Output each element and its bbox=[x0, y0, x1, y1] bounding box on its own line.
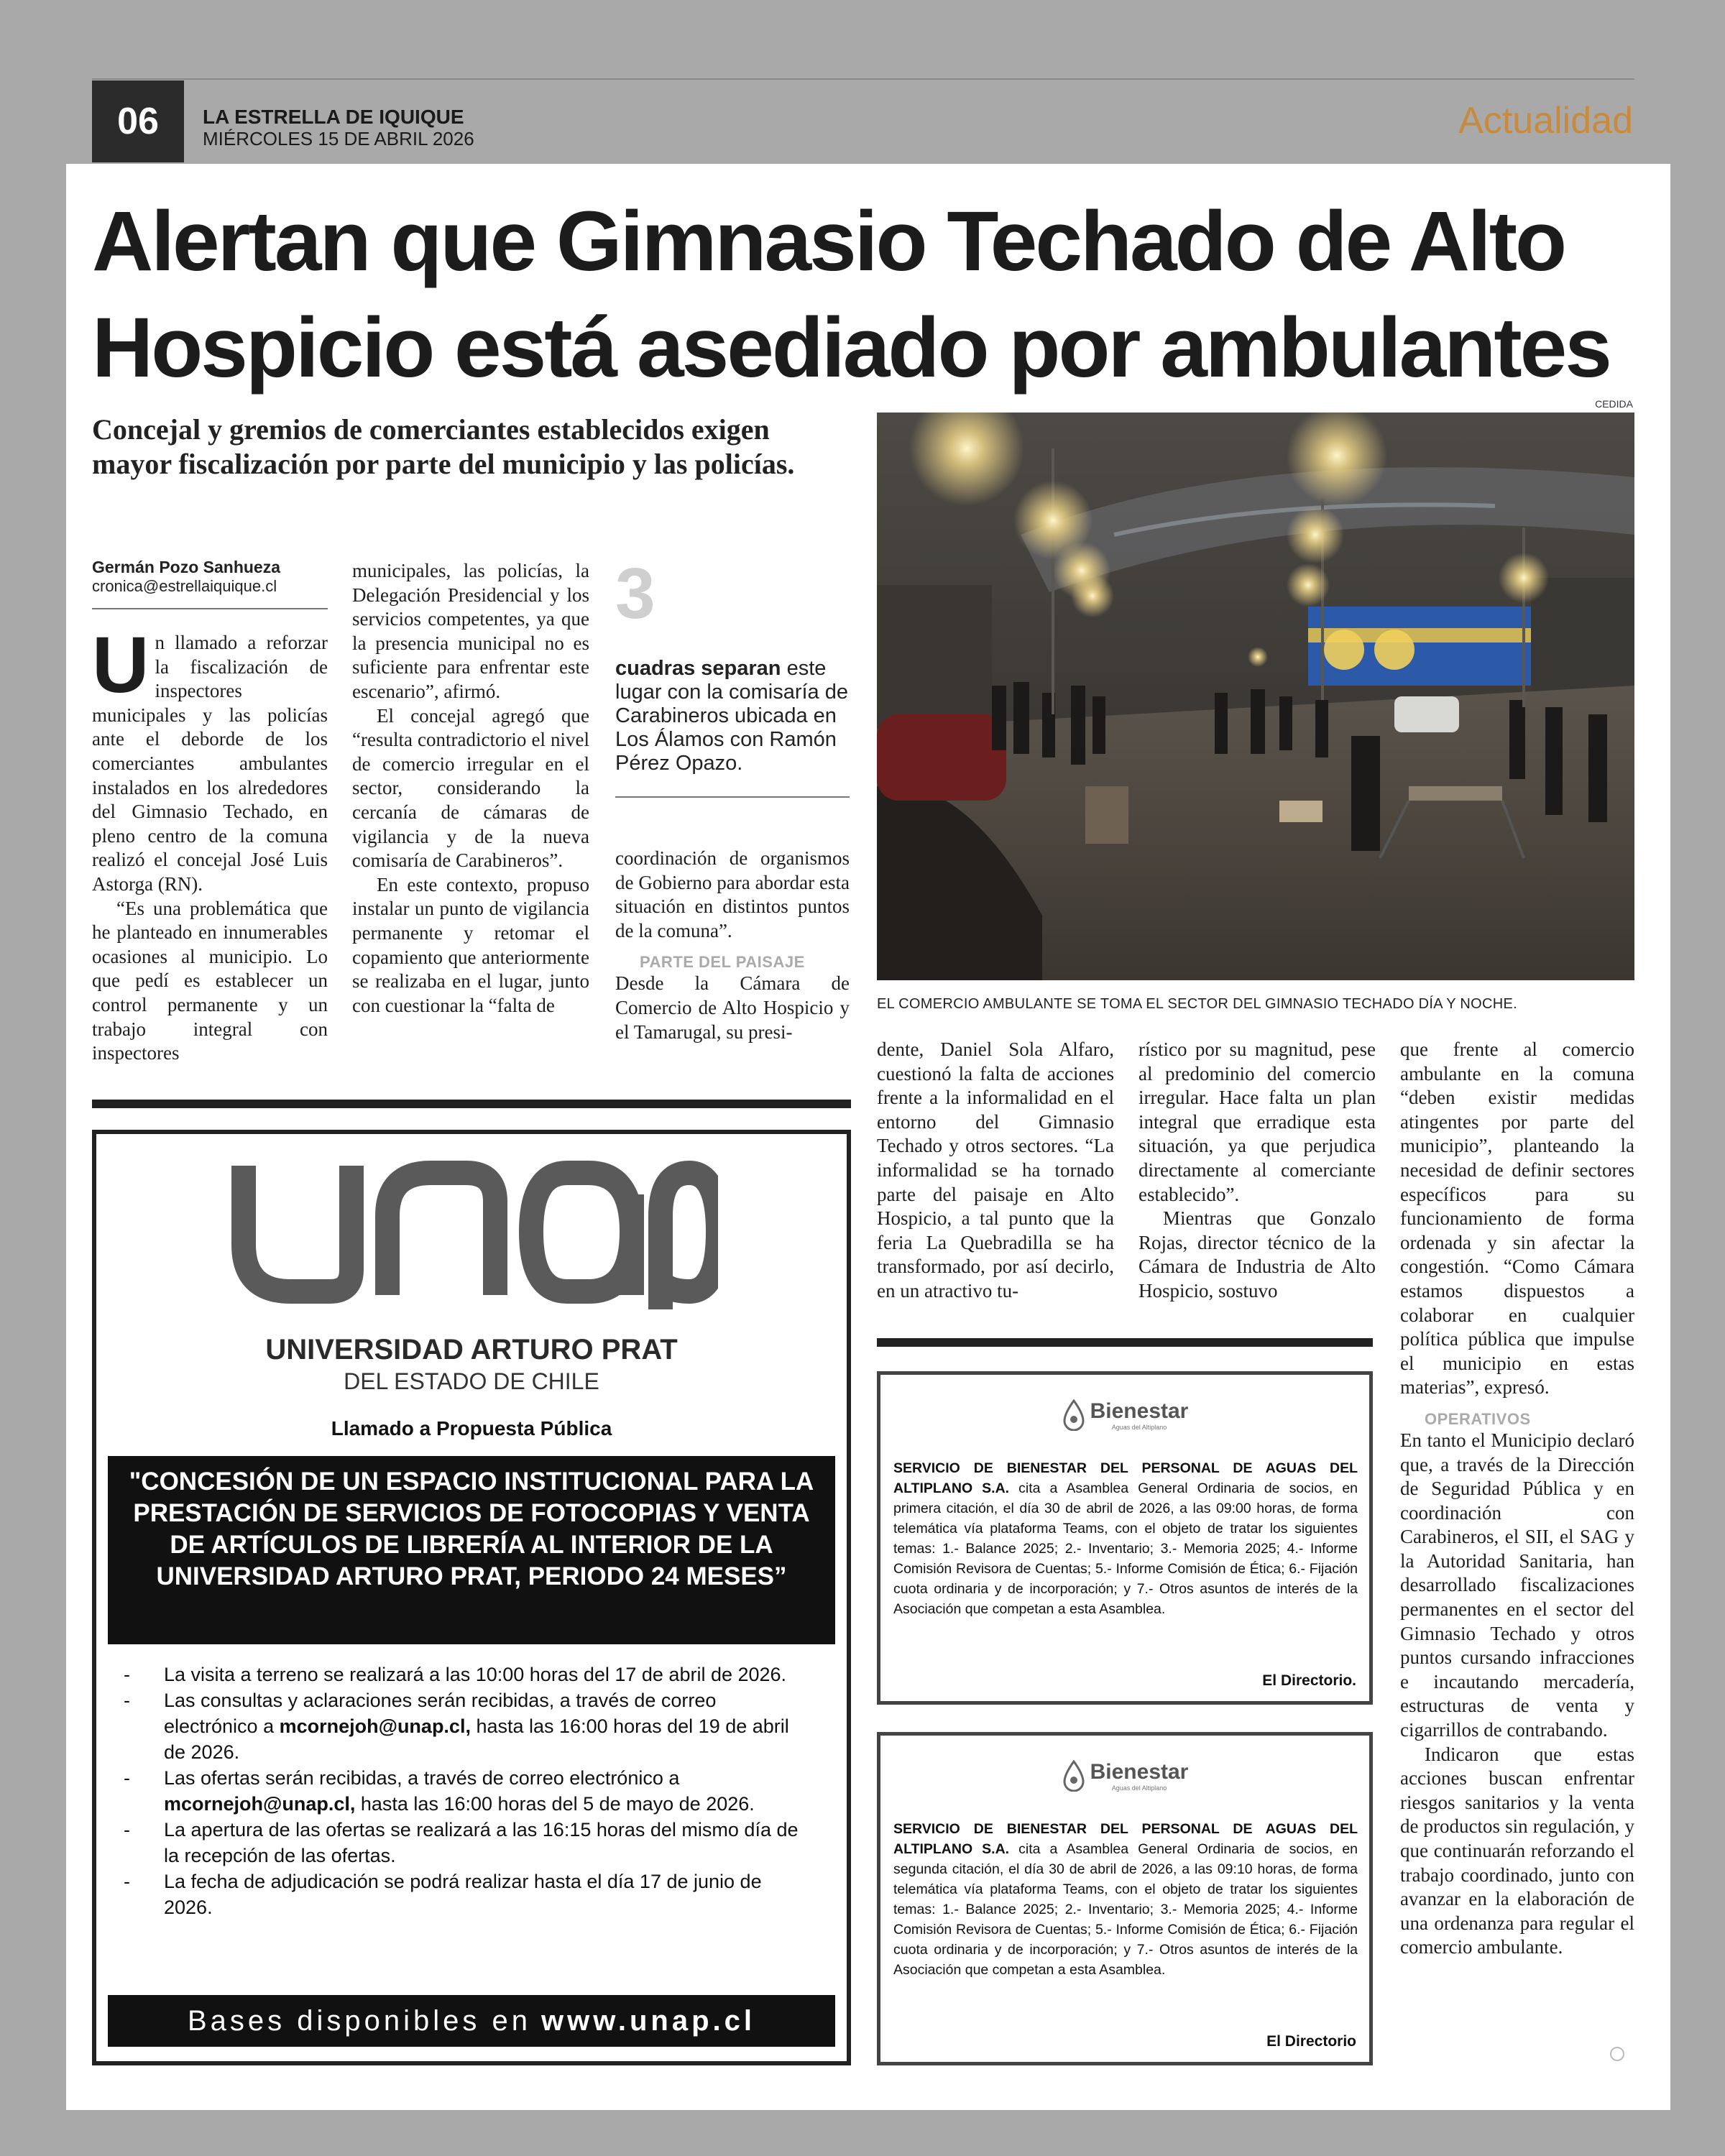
water-drop-icon bbox=[1062, 1399, 1086, 1431]
issue-date: MIÉRCOLES 15 DE ABRIL 2026 bbox=[203, 128, 474, 149]
paragraph: coordinación de organismos de Gobierno para abordar esta situación en distintos puntos de la comuna”. bbox=[615, 847, 850, 941]
paragraph: En este contexto, propuso instalar un punto de vigilancia permanente y retomar el copamiento que anteriormente se realizaba en el lugar, junto con cuestionar la “falta de bbox=[352, 873, 589, 1016]
bienestar-logo bbox=[880, 1760, 1369, 1792]
section-divider bbox=[92, 1100, 851, 1108]
header-top-rule bbox=[92, 78, 1634, 80]
bienestar-name: Bienestar bbox=[1090, 1760, 1189, 1784]
bienestar-name: Bienestar bbox=[1090, 1399, 1189, 1423]
street-photo bbox=[877, 413, 1634, 980]
paragraph: municipales, las policías, la Delegación Presidencial y los servicios competentes, ya que la presencia municipal no es suficiente para enfrentar este escenario”, afirmó. bbox=[352, 560, 589, 702]
photo-caption: EL COMERCIO AMBULANTE SE TOMA EL SECTOR DEL GIMNASIO TECHADO DÍA Y NOCHE. bbox=[877, 996, 1518, 1012]
list-item-text: hasta las 16:00 horas del 5 de mayo de 2026. bbox=[355, 1793, 755, 1815]
headline bbox=[92, 188, 1637, 401]
section-label: Actualidad bbox=[1458, 100, 1633, 142]
notice-topics: 1.- Balance 2025; 2.- Inventario; 3.- Memoria 2025; 4.- Informe Comisión Revisora de Cuentas; 5.- Informe Comisión de Ética; 6.- Fijación cuota ordinaria y de incorporación; y 7.- Otros asuntos de interés de la Asociación que competan a esta Asamblea. bbox=[893, 1541, 1358, 1617]
list-item-text: Las ofertas serán recibidas, a través de correo electrónico a bbox=[164, 1767, 680, 1789]
unap-logo-text: unap bbox=[229, 1151, 231, 1152]
bienestar-tagline: Aguas del Altiplano bbox=[1111, 1424, 1167, 1431]
bienestar-tagline: Aguas del Altiplano bbox=[1111, 1784, 1167, 1792]
notice-body: cita a Asamblea General Ordinaria de socios, en primera citación, el día 30 de abril de 2026, a las 09:00 horas, de forma telemática vía plataforma Teams, con el objeto de tratar los siguientes temas: bbox=[893, 1480, 1358, 1557]
deck: Concejal y gremios de comerciantes establecidos exigen mayor fiscalización por parte del municipio y las policías. bbox=[92, 413, 795, 480]
subhead-parte-del-paisaje: PARTE DEL PAISAJE bbox=[640, 953, 805, 972]
notice-bold: SERVICIO DE BIENESTAR DEL PERSONAL DE AGUAS DEL ALTIPLANO S.A. bbox=[893, 1460, 1358, 1496]
pull-quote-rule bbox=[615, 796, 850, 798]
article-column-2 bbox=[352, 559, 589, 1018]
paragraph-text: n llamado a reforzar la fiscalización de inspectores municipales y las policías ante el deborde de los comerciantes ambulantes instalados en los alrededores del Gimnasio Techado, en pleno centro de la comuna realizó el concejal José Luis Astorga (RN). bbox=[92, 632, 328, 895]
newspaper-name: LA ESTRELLA DE IQUIQUE bbox=[203, 106, 464, 128]
contact-email-link[interactable]: mcornejoh@unap.cl, bbox=[164, 1793, 356, 1815]
headline-line-2: Hospicio está asediado por ambulantes bbox=[92, 300, 1610, 395]
article-column-1-body bbox=[92, 621, 328, 1066]
list-item bbox=[124, 1687, 806, 1765]
bienestar-notice-2 bbox=[877, 1732, 1373, 2065]
notice-topics: 1.- Balance 2025; 2.- Inventario; 3.- Memoria 2025; 4.- Informe Comisión Revisora de Cuentas; 5.- Informe Comisión de Ética; 6.- Fijación cuota ordinaria y de incorporación; y 7.- Otros asuntos de interés de la Asociación que competan a esta Asamblea. bbox=[893, 1902, 1358, 1978]
notice-body: cita a Asamblea General Ordinaria de socios, en segunda citación, el día 30 de abril de 2026, a las 09:10 horas, de forma telemática vía plataforma Teams, con el objeto de tratar los siguientes temas: bbox=[893, 1841, 1358, 1917]
pull-quote-bold: cuadras separan bbox=[615, 657, 781, 680]
unap-logo bbox=[229, 1151, 718, 1309]
article-column-6 bbox=[1400, 1038, 1634, 1960]
article-column-1 bbox=[92, 558, 328, 596]
headline-line-1: Alertan que Gimnasio Techado de Alto bbox=[92, 194, 1565, 289]
subhead-operativos: OPERATIVOS bbox=[1425, 1409, 1531, 1428]
bienestar-logo bbox=[880, 1399, 1369, 1431]
bases-footer bbox=[108, 1995, 835, 2047]
byline-rule bbox=[92, 608, 328, 609]
dropcap: U bbox=[92, 621, 150, 709]
pull-quote-number: 3 bbox=[615, 553, 656, 634]
concession-title: "CONCESIÓN DE UN ESPACIO INSTITUCIONAL PARA LA PRESTACIÓN DE SERVICIOS DE FOTOCOPIAS Y VENTA DE ARTÍCULOS DE LIBRERÍA AL INTERIOR DE LA UNIVERSIDAD ARTURO PRAT, PERIODO 24 MESES” bbox=[108, 1456, 835, 1644]
pull-quote bbox=[615, 553, 850, 775]
list-item bbox=[124, 1765, 806, 1817]
conditions-list bbox=[124, 1662, 806, 1920]
end-mark-icon bbox=[1610, 2047, 1624, 2061]
paragraph: El concejal agregó que “resulta contradictorio el nivel de comercio irregular en el sector, considerando la cercanía de cámaras de vigilancia y de la nueva comisaría de Carabineros”. bbox=[352, 704, 589, 872]
website-link[interactable]: www.unap.cl bbox=[541, 2004, 756, 2037]
unap-advertisement bbox=[92, 1130, 851, 2065]
paragraph: Mientras que Gonzalo Rojas, director técnico de la Cámara de Industria de Alto Hospicio, sostuvo bbox=[1138, 1207, 1376, 1302]
contact-email-link[interactable]: mcornejoh@unap.cl, bbox=[279, 1715, 471, 1737]
notice-text bbox=[893, 1458, 1358, 1619]
author-name: Germán Pozo Sanhueza bbox=[92, 558, 281, 576]
paragraph: En tanto el Municipio declaró que, a través de la Dirección de Seguridad Pública y en coordinación con Carabineros, el SII, el SAG y la Autoridad Sanitaria, han desarrollado fiscalizaciones permanentes en el sector del Gimnasio Techado y otros puntos cursando infracciones e incautando mercadería, estructuras de venta y cigarrillos de contrabando. bbox=[1400, 1429, 1634, 1741]
call-title: Llamado a Propuesta Pública bbox=[331, 1417, 612, 1439]
list-item-text: Las consultas y aclaraciones serán recibidas, a través de correo electrónico a bbox=[164, 1690, 717, 1737]
notice-signature: El Directorio. bbox=[1262, 1672, 1356, 1689]
notice-bold: SERVICIO DE BIENESTAR DEL PERSONAL DE AGUAS DEL ALTIPLANO S.A. bbox=[893, 1821, 1358, 1857]
paragraph: que frente al comercio ambulante en la comuna “deben existir medidas atingentes por parte del municipio”, planteando la necesidad de definir sectores específicos para su funcionamiento de forma ordenada y sin afectar la congestión. “Como Cámara estamos dispuestos a colaborar en cualquier política pública que impulse el municipio en estas materias”, expresó. bbox=[1400, 1038, 1634, 1399]
university-subtitle: DEL ESTADO DE CHILE bbox=[344, 1368, 599, 1394]
article-column-3 bbox=[615, 847, 850, 1044]
photo-credit: CEDIDA bbox=[1595, 398, 1633, 410]
pull-quote-text bbox=[615, 657, 850, 775]
article-column-4 bbox=[877, 1038, 1114, 1304]
bienestar-notice-1 bbox=[877, 1371, 1373, 1705]
paragraph: Indicaron que estas acciones buscan enfrentar riesgos sanitarios y la venta de productos sin regulación, y que continuarán reforzando el trabajo coordinado, junto con avanzar en la elaboración de una ordenanza para regular el comercio ambulante. bbox=[1400, 1743, 1634, 1958]
paragraph: Desde la Cámara de Comercio de Alto Hospicio y el Tamarugal, su presi- bbox=[615, 972, 850, 1043]
street-photo-illustration bbox=[877, 413, 1634, 980]
footer-text: Bases disponibles en bbox=[187, 2004, 532, 2037]
ads-divider bbox=[877, 1338, 1373, 1347]
article-column-5 bbox=[1138, 1038, 1376, 1304]
list-item: - La visita a terreno se realizará a las 10:00 horas del 17 de abril de 2026. bbox=[124, 1662, 806, 1687]
water-drop-icon bbox=[1062, 1760, 1086, 1792]
notice-signature: El Directorio bbox=[1266, 2033, 1356, 2050]
paragraph: rístico por su magnitud, pese al predominio del comercio irregular. Hace falta un plan integral que erradique esta situación, ya que perjudica directamente al comerciante establecido”. bbox=[1138, 1038, 1376, 1205]
list-item: - La apertura de las ofertas se realizará a las 16:15 horas del mismo día de la recepción de las ofertas. bbox=[124, 1817, 806, 1869]
paragraph: “Es una problemática que he planteado en innumerables ocasiones al municipio. Lo que pedí es establecer un control permanente y un trabajo integral con inspectores bbox=[92, 897, 328, 1064]
notice-text bbox=[893, 1819, 1358, 1980]
list-item: - La fecha de adjudicación se podrá realizar hasta el día 17 de junio de 2026. bbox=[124, 1869, 806, 1920]
list-item-text: hasta las 16:00 horas del 19 de abril de 2026. bbox=[164, 1715, 789, 1763]
university-name: UNIVERSIDAD ARTURO PRAT bbox=[265, 1334, 678, 1365]
page-number: 06 bbox=[92, 80, 184, 162]
author-email: cronica@estrellaiquique.cl bbox=[92, 577, 277, 595]
paragraph bbox=[92, 621, 328, 897]
paragraph: dente, Daniel Sola Alfaro, cuestionó la falta de acciones frente a la informalidad en el entorno del Gimnasio Techado y otros sectores. “La informalidad se ha tornado parte del paisaje en Alto Hospicio, a tal punto que la feria La Quebradilla se ha transformado, por así decirlo, en un atractivo tu- bbox=[877, 1038, 1114, 1302]
pull-quote-rest: este lugar con la comisaría de Carabineros ubicada en Los Álamos con Ramón Pérez Opazo. bbox=[615, 657, 848, 775]
